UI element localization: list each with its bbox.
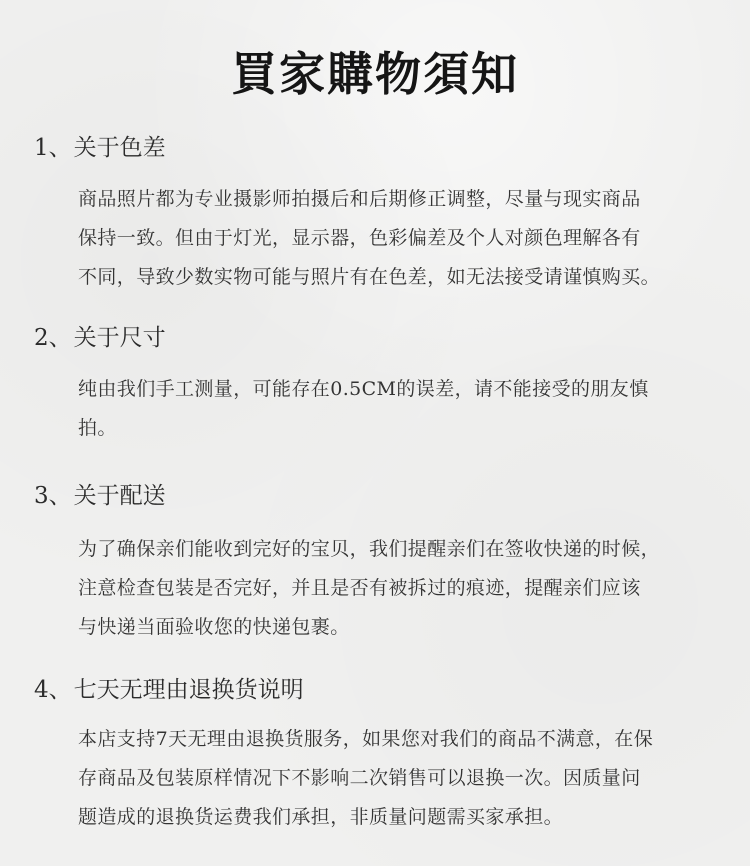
section-number: 2、 (34, 325, 72, 351)
paragraph-line: 题造成的退换货运费我们承担，非质量问题需买家承担。 (78, 806, 564, 828)
section-heading (34, 323, 166, 353)
section-paragraph (78, 720, 726, 837)
paragraph-line: 拍。 (78, 417, 117, 439)
section-heading (34, 675, 304, 705)
section-number: 4、 (34, 677, 72, 703)
section-heading (34, 133, 166, 163)
section-number: 3、 (34, 483, 72, 509)
section-paragraph (78, 180, 726, 297)
paragraph-line: 为了确保亲们能收到完好的宝贝，我们提醒亲们在签收快递的时候， (78, 538, 661, 560)
section-title: 七天无理由退换货说明 (73, 677, 304, 703)
paragraph-line: 与快递当面验收您的快递包裹。 (78, 616, 350, 638)
page-title: 買家購物須知 (231, 47, 519, 101)
paragraph-line: 不同，导致少数实物可能与照片有在色差，如无法接受请谨慎购买。 (78, 266, 661, 288)
section-paragraph (78, 530, 726, 647)
paragraph-line: 商品照片都为专业摄影师拍摄后和后期修正调整，尽量与现实商品 (78, 188, 641, 210)
section-number: 1、 (34, 135, 72, 161)
section-title: 关于尺寸 (73, 325, 166, 351)
paragraph-line: 保持一致。但由于灯光，显示器，色彩偏差及个人对颜色理解各有 (78, 227, 641, 249)
section-title: 关于色差 (73, 135, 166, 161)
section-title: 关于配送 (73, 483, 166, 509)
section-heading (34, 481, 166, 511)
paragraph-line: 注意检查包装是否完好，并且是否有被拆过的痕迹，提醒亲们应该 (78, 577, 641, 599)
paragraph-line: 存商品及包装原样情况下不影响二次销售可以退换一次。因质量问 (78, 767, 641, 789)
paragraph-line: 纯由我们手工测量，可能存在0.5CM的误差，请不能接受的朋友慎 (78, 378, 649, 400)
section-paragraph (78, 370, 726, 448)
paragraph-line: 本店支持7天无理由退换货服务，如果您对我们的商品不满意，在保 (78, 728, 654, 750)
